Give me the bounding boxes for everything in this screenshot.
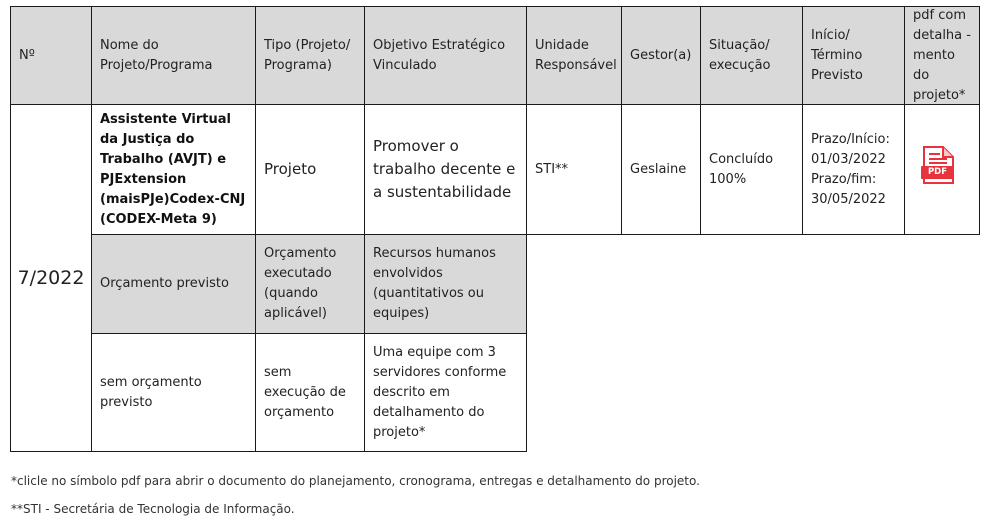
project-name: Assistente Virtual da Justiça do Trabalho (AVJT) e PJExtension (maisPJe)Codex-CNJ (CODEX-Meta 9) xyxy=(91,104,256,235)
project-status: Concluído 100% xyxy=(700,104,803,235)
pdf-document-icon[interactable] xyxy=(920,146,958,186)
header-manager: Gestor(a) xyxy=(621,6,701,105)
pdf-label: PDF xyxy=(921,166,954,179)
budget-planned-value: sem orçamento previsto xyxy=(91,333,256,452)
project-dates xyxy=(802,104,905,235)
project-objective: Promover o trabalho decente e a sustentabilidade xyxy=(364,104,527,235)
project-manager: Geslaine xyxy=(621,104,701,235)
header-project-name: Nome do Projeto/Programa xyxy=(91,6,256,105)
sti-footnote: **STI - Secretária de Tecnologia de Informação. xyxy=(11,502,295,516)
project-type: Projeto xyxy=(255,104,365,235)
header-status: Situação/ execução xyxy=(700,6,803,105)
header-dates: Início/ Término Previsto xyxy=(802,6,905,105)
header-number: Nº xyxy=(10,6,92,105)
project-unit: STI** xyxy=(526,104,622,235)
budget-planned-header: Orçamento previsto xyxy=(91,234,256,334)
human-resources-header: Recursos humanos envolvidos (quantitativos ou equipes) xyxy=(364,234,527,334)
header-objective: Objetivo Estratégico Vinculado xyxy=(364,6,527,105)
human-resources-value: Uma equipe com 3 servidores conforme descrito em detalhamento do projeto* xyxy=(364,333,527,452)
budget-executed-header: Orçamento executado (quando aplicável) xyxy=(255,234,365,334)
start-date: Prazo/Início: 01/03/2022 xyxy=(811,131,890,167)
end-date: Prazo/fim: 30/05/2022 xyxy=(811,171,886,207)
project-number: 7/2022 xyxy=(10,104,92,452)
header-pdf: pdf com detalha - mento do projeto* xyxy=(904,6,980,105)
header-type: Tipo (Projeto/ Programa) xyxy=(255,6,365,105)
pdf-footnote: *clicle no símbolo pdf para abrir o documento do planejamento, cronograma, entregas e detalhamento do projeto. xyxy=(11,474,700,488)
header-unit: Unidade Responsável xyxy=(526,6,622,105)
budget-executed-value: sem execução de orçamento xyxy=(255,333,365,452)
